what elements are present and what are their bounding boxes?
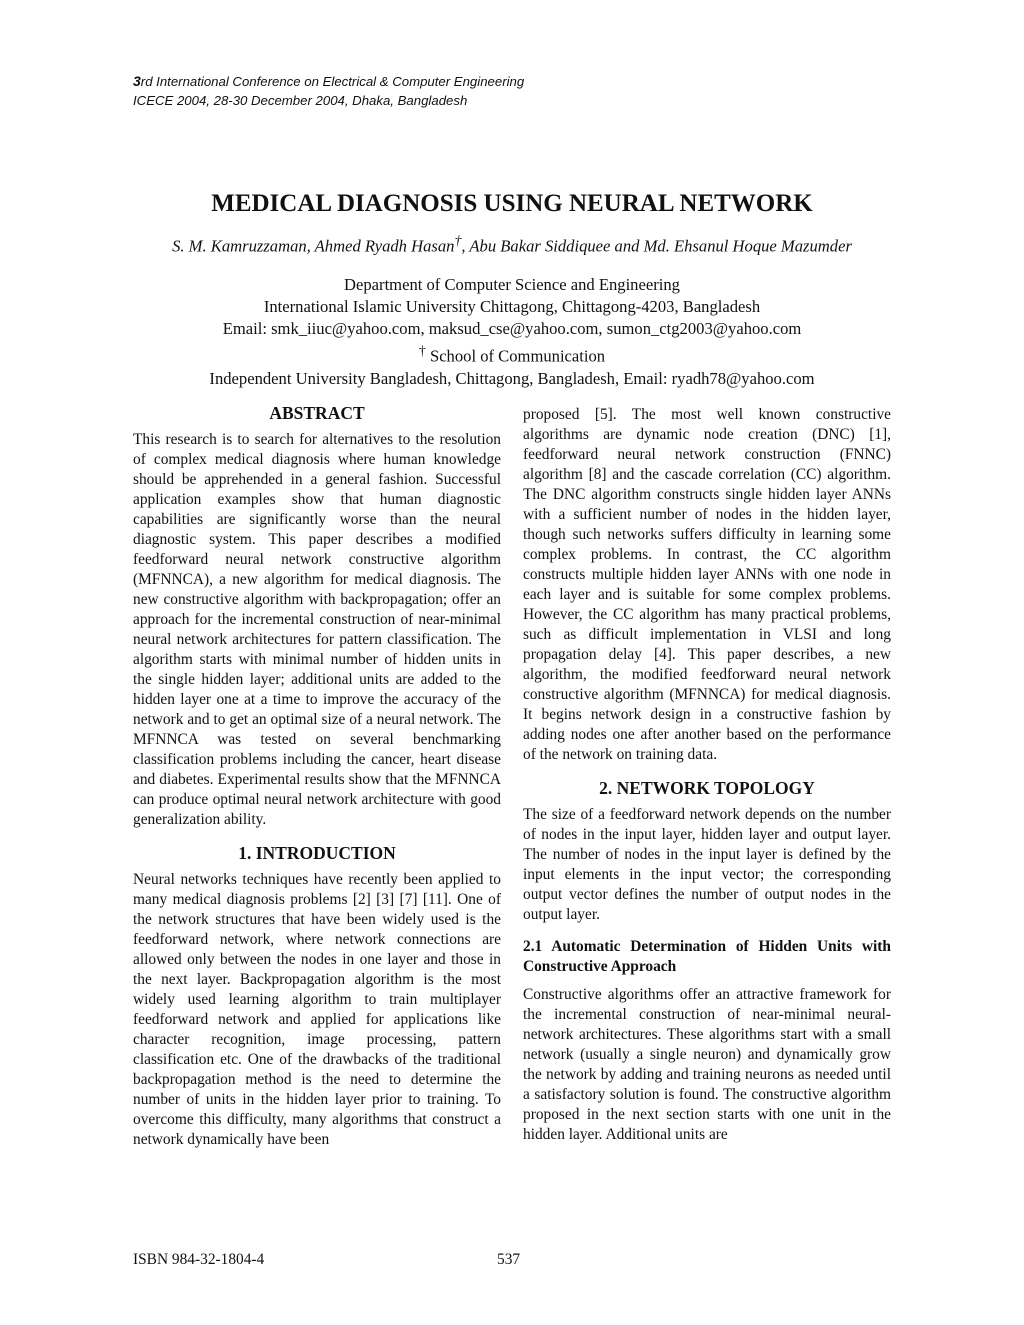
- page-number: 537: [497, 1251, 521, 1268]
- authors-part-1: S. M. Kamruzzaman, Ahmed Ryadh Hasan: [172, 236, 455, 256]
- affiliation-university-2: Independent University Bangladesh, Chittagong, Bangladesh, Email: ryadh78@yahoo.com: [209, 368, 815, 388]
- conference-line-2: ICECE 2004, 28-30 December 2004, Dhaka, Bangladesh: [133, 93, 468, 108]
- section-2-1-text: Constructive algorithms offer an attractive framework for the incremental construction of near-minimal neural-network architectures. These algorithms start with a small network (usually a single neuron) and dynamically grow the network by adding and training neurons as needed until a satisfactory solution is found. The constructive algorithm proposed in the next section starts with one unit in the hidden layer. Additional units are: [523, 986, 891, 1143]
- conference-number: 3: [133, 73, 141, 89]
- abstract-heading: ABSTRACT: [269, 403, 365, 423]
- affiliation-university: International Islamic University Chittagong, Chittagong-4203, Bangladesh: [263, 297, 761, 316]
- introduction-continued-text: proposed [5]. The most well known constructive algorithms are dynamic node creation (DNC) [1], feedforward neural network construction (FNNC) algorithm [8] and the cascade correlation (CC) algorithm. The DNC algorithm constructs single hidden layer ANNs with a sufficient number of nodes in the hidden layer, though such networks suffers difficulty in learning some complex problems. In contrast, the CC algorithm constructs multiple hidden layer ANNs with one node in each layer and is suitable for some complex problems. However, the CC algorithm has many practical problems, such as difficult implementation in VLSI and long propagation delay [4]. This paper describes, a new algorithm, the modified feedforward neural network constructive algorithm (MFNNCA) for medical diagnosis. It begins network design in a constructive fashion by adding nodes one after another based on the performance of the network on training data.: [523, 406, 891, 763]
- dagger-mark: †: [454, 233, 462, 248]
- affiliation-school-line: [100, 340, 924, 368]
- authors-part-2: , Abu Bakar Siddiquee and Md. Ehsanul Hoque Mazumder: [461, 236, 852, 256]
- left-column: [133, 402, 501, 1150]
- dagger-mark: †: [418, 343, 426, 358]
- paper-title: MEDICAL DIAGNOSIS USING NEURAL NETWORK: [211, 190, 813, 217]
- conference-header: [133, 72, 524, 110]
- abstract-text: This research is to search for alternatives to the resolution of complex medical diagnosis where human knowledge should be apprehended in a general fashion. Successful application examples show that human diagnostic capabilities are significantly worse than the neural diagnostic system. This paper describes a modified feedforward neural network constructive algorithm (MFNNCA), a new algorithm for medical diagnosis. The new constructive algorithm with backpropagation; offer an approach for the incremental construction of near-minimal neural network architectures for pattern classification. The algorithm starts with minimal number of hidden units in the single hidden layer; additional units are added to the hidden layer one at a time to improve the accuracy of the network and to get an optimal size of a neural network. The MFNNCA was tested on several benchmarking classification problems including the cancer, heart disease and diabetes. Experimental results show that the MFNNCA can produce optimal neural network architecture with good generalization ability.: [133, 431, 501, 828]
- section-2-1-heading: 2.1 Automatic Determination of Hidden Units with Constructive Approach: [523, 938, 891, 975]
- affiliation-block: [100, 274, 924, 390]
- isbn-footer: ISBN 984-32-1804-4: [133, 1251, 265, 1268]
- affiliation-school: School of Communication: [425, 346, 606, 366]
- network-topology-text: The size of a feedforward network depends on the number of nodes in the input layer, hidden layer and output layer. The number of nodes in the input layer is defined by the input elements in the input vector; the corresponding output vector defines the number of output nodes in the output layer.: [523, 806, 891, 923]
- conference-line-1: [133, 72, 524, 91]
- introduction-text: Neural networks techniques have recently been applied to many medical diagnosis problems [2] [3] [7] [11]. One of the network structures that have been widely used is the feedforward network, where network connections are allowed only between the nodes in one layer and those in the next layer. Backpropagation algorithm is the most widely used learning algorithm to train multiplayer feedforward network and applied for applications like character recognition, image processing, pattern classification etc. One of the drawbacks of the traditional backpropagation method is the need to determine the number of units in the hidden layer prior to training. To overcome this difficulty, many algorithms that construct a network dynamically have been: [133, 871, 501, 1148]
- introduction-heading: 1. INTRODUCTION: [238, 843, 396, 863]
- affiliation-department: Department of Computer Science and Engineering: [344, 275, 680, 294]
- right-column: [523, 405, 891, 1145]
- conference-name: rd International Conference on Electrical & Computer Engineering: [140, 74, 525, 89]
- affiliation-emails: Email: smk_iiuc@yahoo.com, maksud_cse@yahoo.com, sumon_ctg2003@yahoo.com: [222, 319, 802, 338]
- network-topology-heading: 2. NETWORK TOPOLOGY: [599, 778, 815, 798]
- author-list: [150, 230, 874, 258]
